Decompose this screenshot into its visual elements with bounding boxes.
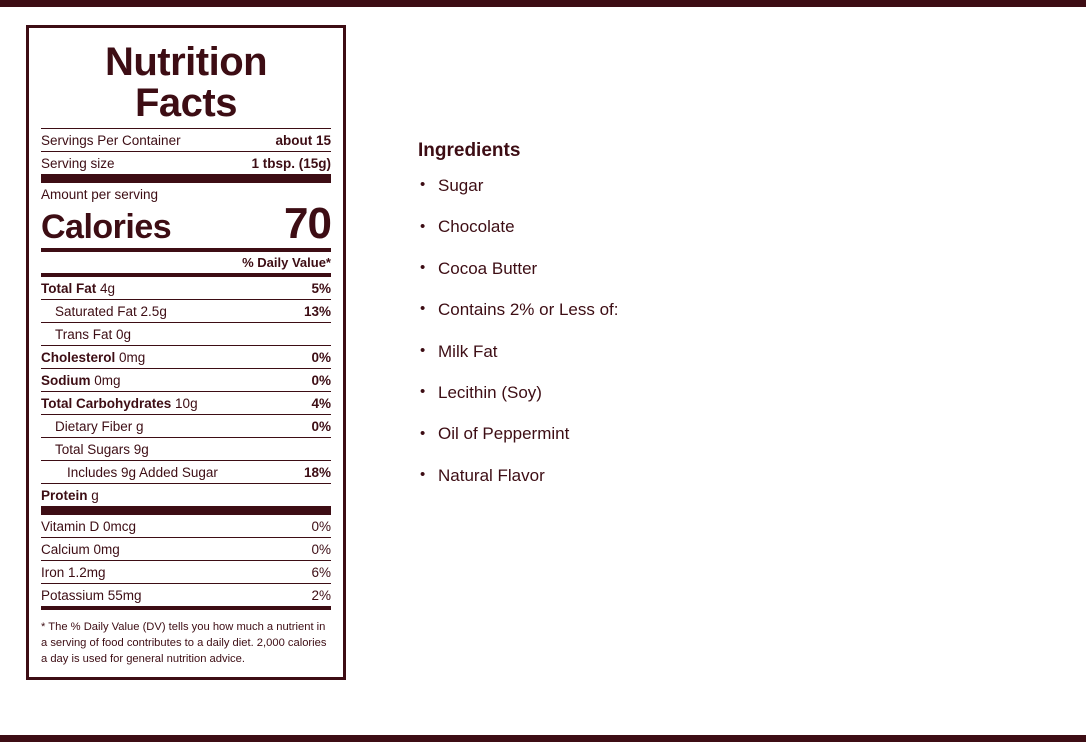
micro-name: Vitamin D 0mcg bbox=[41, 518, 137, 534]
ingredient-label: Milk Fat bbox=[438, 341, 498, 361]
micro-name: Iron 1.2mg bbox=[41, 564, 106, 580]
nutrient-dv: 18% bbox=[303, 464, 331, 480]
page-content bbox=[0, 7, 1086, 680]
ingredients-list bbox=[418, 176, 618, 486]
nutrition-facts-title-line2: Facts bbox=[135, 80, 237, 125]
list-item bbox=[418, 424, 618, 444]
nutrient-dv: 0% bbox=[311, 349, 331, 365]
calories-label: Calories bbox=[41, 207, 172, 246]
table-row bbox=[41, 415, 331, 437]
nutrient-dv: 4% bbox=[311, 395, 331, 411]
table-row bbox=[41, 538, 331, 560]
daily-value-footnote: * The % Daily Value (DV) tells you how much a nutrient in a serving of food contributes to a daily diet. 2,000 calories a day is used for general nutrition advice. bbox=[41, 620, 327, 666]
table-row bbox=[41, 277, 331, 299]
table-row bbox=[41, 300, 331, 322]
servings-per-container-row bbox=[41, 129, 331, 151]
bullet-icon: • bbox=[420, 466, 426, 484]
amount-per-serving-label: Amount per serving bbox=[41, 186, 159, 202]
table-row bbox=[41, 369, 331, 391]
nutrient-amount: Trans Fat 0g bbox=[55, 326, 132, 342]
nutrient-amount: Saturated Fat 2.5g bbox=[55, 303, 167, 319]
ingredient-label: Natural Flavor bbox=[438, 465, 545, 485]
table-row bbox=[41, 392, 331, 414]
nutrient-name: Total Carbohydrates bbox=[41, 395, 172, 411]
nutrient-rows bbox=[41, 277, 331, 506]
nutrient-amount: 4g bbox=[100, 280, 116, 296]
nutrition-facts-panel bbox=[26, 25, 346, 680]
nutrient-dv: 5% bbox=[311, 280, 331, 296]
serving-size-value: 1 tbsp. (15g) bbox=[251, 155, 331, 171]
ingredient-label: Cocoa Butter bbox=[438, 258, 538, 278]
table-row bbox=[41, 323, 331, 345]
micro-dv: 0% bbox=[311, 541, 331, 557]
nutrient-dv: 0% bbox=[311, 418, 331, 434]
list-item bbox=[418, 383, 618, 403]
divider-thick-above-calories bbox=[41, 174, 331, 183]
list-item bbox=[418, 300, 618, 320]
daily-value-header: % Daily Value* bbox=[242, 254, 331, 270]
nutrient-amount: 10g bbox=[175, 395, 198, 411]
ingredient-label: Oil of Peppermint bbox=[438, 424, 570, 444]
list-item bbox=[418, 217, 618, 237]
nutrient-amount: 0mg bbox=[119, 349, 146, 365]
nutrient-amount: Total Sugars 9g bbox=[55, 441, 149, 457]
nutrient-name: Sodium bbox=[41, 372, 91, 388]
ingredient-label: Chocolate bbox=[438, 217, 515, 237]
nutrient-amount: Includes 9g Added Sugar bbox=[67, 464, 218, 480]
nutrient-dv: 0% bbox=[311, 372, 331, 388]
bullet-icon: • bbox=[420, 259, 426, 277]
table-row bbox=[41, 561, 331, 583]
bullet-icon: • bbox=[420, 176, 426, 194]
micro-name: Calcium 0mg bbox=[41, 541, 120, 557]
ingredients-title: Ingredients bbox=[418, 140, 521, 161]
serving-size-row bbox=[41, 152, 331, 174]
nutrition-facts-title bbox=[41, 42, 331, 124]
table-row bbox=[41, 461, 331, 483]
bullet-icon: • bbox=[420, 383, 426, 401]
micro-name: Potassium 55mg bbox=[41, 587, 142, 603]
list-item bbox=[418, 259, 618, 279]
micro-dv: 0% bbox=[311, 518, 331, 534]
nutrient-amount: 0mg bbox=[94, 372, 121, 388]
nutrient-dv: 13% bbox=[303, 303, 331, 319]
nutrient-name: Protein bbox=[41, 487, 88, 503]
calories-row bbox=[41, 198, 331, 248]
nutrient-name: Cholesterol bbox=[41, 349, 116, 365]
list-item bbox=[418, 466, 618, 486]
table-row bbox=[41, 584, 331, 606]
ingredients-section bbox=[418, 140, 618, 507]
ingredient-label: Sugar bbox=[438, 176, 484, 195]
serving-size-label: Serving size bbox=[41, 155, 115, 171]
divider-thick-above-micros bbox=[41, 506, 331, 515]
ingredient-label: Lecithin (Soy) bbox=[438, 382, 542, 402]
bullet-icon: • bbox=[420, 424, 426, 442]
table-row bbox=[41, 484, 331, 506]
calories-value: 70 bbox=[284, 198, 331, 248]
servings-per-container-label: Servings Per Container bbox=[41, 132, 181, 148]
nutrient-name: Total Fat bbox=[41, 280, 97, 296]
list-item bbox=[418, 176, 618, 196]
servings-per-container-value: about 15 bbox=[275, 132, 331, 148]
bullet-icon: • bbox=[420, 217, 426, 235]
nutrient-amount: g bbox=[91, 487, 99, 503]
ingredient-label: Contains 2% or Less of: bbox=[438, 300, 619, 320]
table-row bbox=[41, 438, 331, 460]
table-row bbox=[41, 346, 331, 368]
micro-dv: 2% bbox=[311, 587, 331, 603]
bullet-icon: • bbox=[420, 341, 426, 359]
bullet-icon: • bbox=[420, 300, 426, 318]
table-row bbox=[41, 515, 331, 537]
micro-dv: 6% bbox=[311, 564, 331, 580]
nutrition-facts-title-line1: Nutrition bbox=[104, 40, 268, 84]
list-item bbox=[418, 342, 618, 362]
nutrient-amount: Dietary Fiber g bbox=[55, 418, 144, 434]
micronutrient-rows bbox=[41, 515, 331, 606]
